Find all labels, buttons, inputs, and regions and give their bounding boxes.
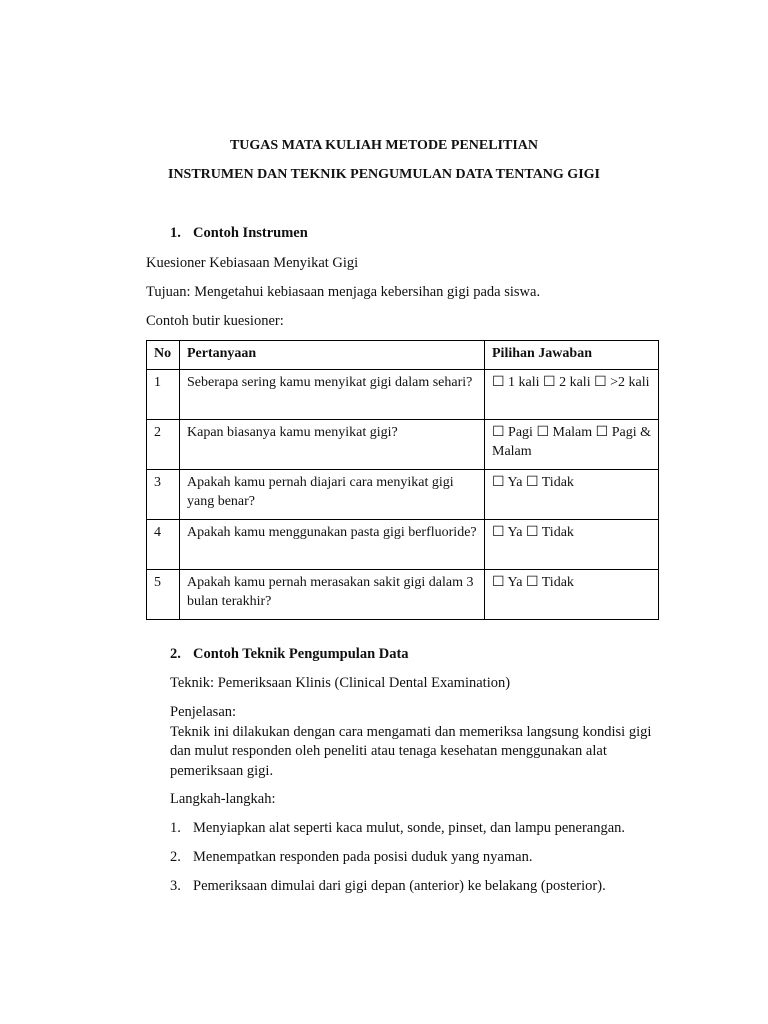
header-no: No [147, 341, 180, 370]
step-text: Menyiapkan alat seperti kaca mulut, sonde, pinset, dan lampu penerangan. [193, 820, 626, 836]
step-text: Pemeriksaan dimulai dari gigi depan (anterior) ke belakang (posterior). [193, 878, 606, 894]
section2-number: 2. [170, 646, 181, 662]
explanation-block [170, 703, 670, 781]
row-question: Apakah kamu menggunakan pasta gigi berfluoride? [180, 520, 485, 570]
steps-label: Langkah-langkah: [170, 791, 276, 807]
document-title: TUGAS MATA KULIAH METODE PENELITIAN [229, 138, 539, 153]
row-options: ☐ Ya ☐ Tidak [485, 520, 659, 570]
section1-heading [170, 225, 308, 242]
example-label: Contoh butir kuesioner: [146, 313, 284, 329]
row-number: 1 [147, 370, 180, 420]
section1-heading-text: Contoh Instrumen [193, 225, 308, 241]
row-question: Kapan biasanya kamu menyikat gigi? [180, 420, 485, 470]
explanation-text: Teknik ini dilakukan dengan cara mengamati dan memeriksa langsung kondisi gigi dan mulut responden oleh peneliti atau tenaga kesehatan menggunakan alat pemeriksaan gigi. [170, 723, 652, 779]
row-question: Apakah kamu pernah merasakan sakit gigi dalam 3 bulan terakhir? [180, 570, 485, 620]
row-number: 4 [147, 520, 180, 570]
header-question: Pertanyaan [180, 341, 485, 370]
table-row [147, 420, 659, 470]
table-row [147, 520, 659, 570]
section2-heading [170, 646, 409, 663]
list-item [170, 878, 606, 895]
row-options: ☐ Ya ☐ Tidak [485, 570, 659, 620]
row-options: ☐ Ya ☐ Tidak [485, 470, 659, 520]
row-question: Apakah kamu pernah diajari cara menyikat gigi yang benar? [180, 470, 485, 520]
questionnaire-purpose: Tujuan: Mengetahui kebiasaan menjaga kebersihan gigi pada siswa. [146, 284, 541, 300]
table-row [147, 370, 659, 420]
table-row [147, 570, 659, 620]
questionnaire-table [146, 340, 659, 620]
section2-heading-text: Contoh Teknik Pengumpulan Data [193, 646, 409, 662]
step-text: Menempatkan responden pada posisi duduk yang nyaman. [193, 849, 533, 865]
row-question: Seberapa sering kamu menyikat gigi dalam sehari? [180, 370, 485, 420]
row-options: ☐ 1 kali ☐ 2 kali ☐ >2 kali [485, 370, 659, 420]
row-options: ☐ Pagi ☐ Malam ☐ Pagi & Malam [485, 420, 659, 470]
row-number: 2 [147, 420, 180, 470]
section1-number: 1. [170, 225, 181, 241]
technique-text: Teknik: Pemeriksaan Klinis (Clinical Dental Examination) [170, 675, 511, 691]
table-header-row [147, 341, 659, 370]
list-item [170, 849, 532, 866]
step-number: 1. [170, 820, 181, 836]
row-number: 3 [147, 470, 180, 520]
questionnaire-name: Kuesioner Kebiasaan Menyikat Gigi [146, 255, 359, 271]
table-row [147, 470, 659, 520]
step-number: 2. [170, 849, 181, 865]
row-number: 5 [147, 570, 180, 620]
document-subtitle: INSTRUMEN DAN TEKNIK PENGUMULAN DATA TENTANG GIGI [168, 167, 600, 182]
explanation-label: Penjelasan: [170, 704, 237, 720]
header-options: Pilihan Jawaban [485, 341, 659, 370]
list-item [170, 820, 625, 837]
step-number: 3. [170, 878, 181, 894]
